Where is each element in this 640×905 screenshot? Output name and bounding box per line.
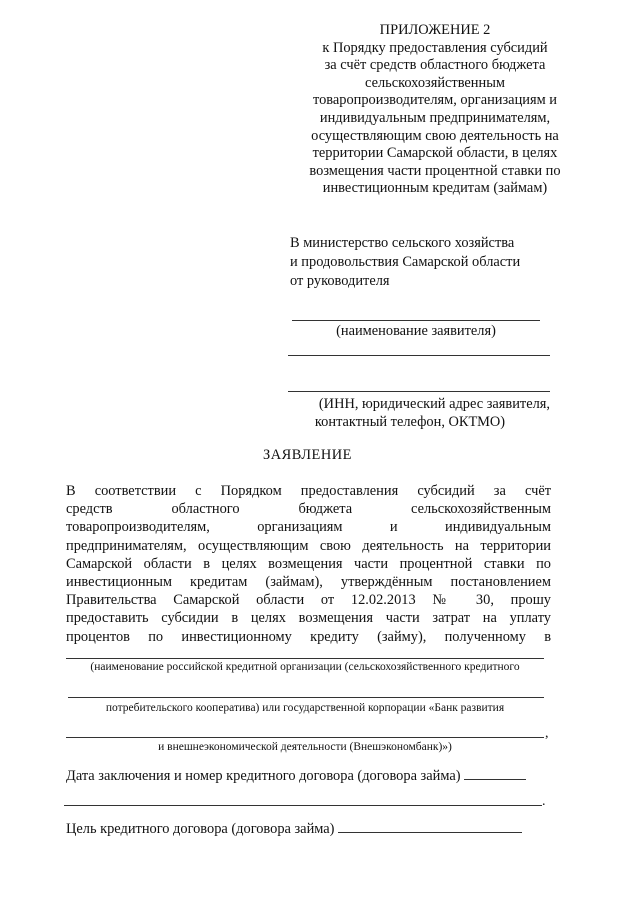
comma-mark: , [545,726,549,741]
body-line: процентов по инвестиционному кредиту (займу), полученному в [66,628,551,645]
appendix-line: ПРИЛОЖЕНИЕ 2 [379,22,491,38]
appendix-line: товаропроизводителям, организациям и [312,92,557,109]
contract-date-input[interactable] [464,767,526,780]
applicant-details-line[interactable] [288,391,550,392]
applicant-details-caption: (ИНН, юридический адрес заявителя, [318,396,550,412]
bank-caption-1: (наименование российской кредитной организации (сельскохозяйственного кредитного [90,661,520,673]
bank-name-line-3[interactable] [66,737,544,738]
appendix-line: за счёт средств областного бюджета [324,57,546,74]
period-mark: . [542,794,546,809]
addressee-line: В министерство сельского хозяйства [290,235,515,251]
appendix-line: территории Самарской области, в целях [312,145,558,162]
body-line: товаропроизводителям, организациям и индивидуальным [66,519,551,536]
body-line: предоставить субсидии в целях возмещения части затрат на уплату [66,610,551,627]
body-line: предпринимателям, осуществляющим свою деятельность на территории [66,537,551,554]
contract-purpose-label: Цель кредитного договора (договора займа) [66,821,335,837]
contract-date-line-2[interactable] [64,805,542,806]
bank-caption-2: потребительского кооператива) или государственной корпорации «Банк развития [105,702,505,714]
appendix-line: осуществляющим свою деятельность на [311,127,559,144]
contract-purpose-field [66,820,522,838]
bank-caption-3: и внешнеэкономической деятельности (Внешэкономбанк)») [158,741,452,753]
body-line: Самарской области в целях возмещения части процентной ставки по [66,555,551,572]
document-title: ЗАЯВЛЕНИЕ [263,447,352,463]
applicant-name-line-2[interactable] [288,355,550,356]
appendix-line: к Порядку предоставления субсидий [322,39,548,56]
applicant-name-line[interactable] [292,320,540,321]
appendix-header [300,22,570,198]
contract-date-field [66,767,526,785]
appendix-line: инвестиционным кредитам (займам) [322,180,548,197]
addressee-line: и продовольствия Самарской области [290,254,521,270]
bank-name-line-1[interactable] [66,658,544,659]
addressee-line: от руководителя [290,273,390,289]
contract-date-label: Дата заключения и номер кредитного договора (договора займа) [66,768,461,784]
applicant-name-caption: (наименование заявителя) [336,323,496,339]
contract-purpose-input[interactable] [338,820,522,833]
appendix-line: возмещения части процентной ставки по [309,162,561,179]
body-line: средств областного бюджета сельскохозяйственным [66,501,551,518]
bank-name-line-2[interactable] [68,697,544,698]
body-line: инвестиционным кредитам (займам), утверждённым постановлением [66,574,551,591]
addressee-block [290,234,560,291]
statement-body [66,482,551,646]
body-line: Правительства Самарской области от 12.02.2013 № 30, прошу [66,592,551,609]
body-line: В соответствии с Порядком предоставления субсидий за счёт [66,483,551,499]
applicant-details-caption: контактный телефон, ОКТМО) [314,414,506,430]
appendix-line: индивидуальным предпринимателям, [319,109,551,126]
appendix-line: сельскохозяйственным [365,74,505,91]
